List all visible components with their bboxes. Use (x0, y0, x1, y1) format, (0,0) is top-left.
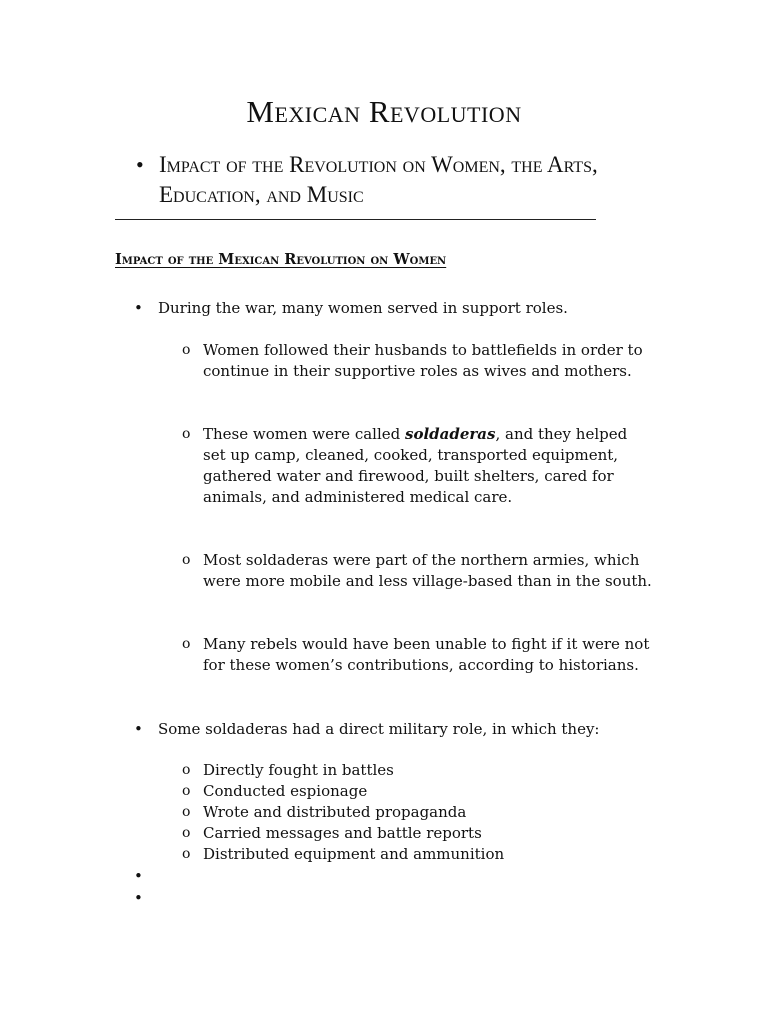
circle-bullet-icon: o (182, 426, 191, 442)
sub-list-item-text: Directly fought in battles (203, 761, 394, 779)
circle-bullet-icon: o (182, 762, 191, 778)
sub-list-item-text: Women followed their husbands to battlefields in order to continue in their supportive roles as wives and mothers. (203, 341, 643, 380)
sub-list-item-text: Many rebels would have been unable to fight if it were not for these women’s contributions, according to historians. (203, 635, 650, 674)
list-item (134, 719, 658, 740)
circle-bullet-icon: o (182, 846, 191, 862)
circle-bullet-icon: o (182, 804, 191, 820)
document-title: Mexican Revolution (246, 94, 522, 129)
bullet-icon: • (134, 889, 143, 907)
circle-bullet-icon: o (182, 783, 191, 799)
sub-list-item-text: Distributed equipment and ammunition (203, 845, 505, 863)
list-item (134, 298, 658, 319)
sub-list-item (182, 802, 653, 823)
subtitle-text: Impact of the Revolution on Women, the Arts, Education, and Music (159, 152, 598, 207)
list-item-text: Some soldaderas had a direct military role, in which they: (158, 720, 600, 738)
list-item-text: During the war, many women served in support roles. (158, 299, 568, 317)
sub-list-item-text: , and they helped set up camp, cleaned, cooked, transported equipment, gathered water and firewood, built shelters, cared for animals, and administered medical care. (203, 425, 628, 506)
sub-list-item-text: These women were called (203, 425, 406, 443)
sub-list-item-text: Carried messages and battle reports (203, 824, 482, 842)
circle-bullet-icon: o (182, 552, 191, 568)
sub-list-item-text: Conducted espionage (203, 782, 368, 800)
horizontal-divider (115, 219, 596, 220)
bullet-icon: • (134, 867, 143, 885)
subtitle-item (136, 150, 696, 210)
bullet-icon: • (134, 720, 143, 738)
sub-list-item (182, 340, 653, 382)
sub-list-item (182, 781, 653, 802)
sub-list-item-text: Most soldaderas were part of the northern armies, which were more mobile and less village-based than in the south. (203, 551, 652, 590)
emphasized-term: soldaderas (405, 425, 496, 443)
bullet-icon: • (134, 299, 143, 317)
sub-list-item (182, 844, 653, 865)
circle-bullet-icon: o (182, 342, 191, 358)
sub-list-item (182, 634, 653, 676)
sub-list-item (182, 760, 653, 781)
sub-list-item-text: Wrote and distributed propaganda (203, 803, 467, 821)
sub-list-item (182, 550, 653, 592)
sub-list-item (182, 424, 653, 508)
sub-list-item (182, 823, 653, 844)
bullet-icon: • (136, 152, 144, 177)
section-heading: Impact of the Mexican Revolution on Women (115, 251, 447, 268)
circle-bullet-icon: o (182, 825, 191, 841)
circle-bullet-icon: o (182, 636, 191, 652)
